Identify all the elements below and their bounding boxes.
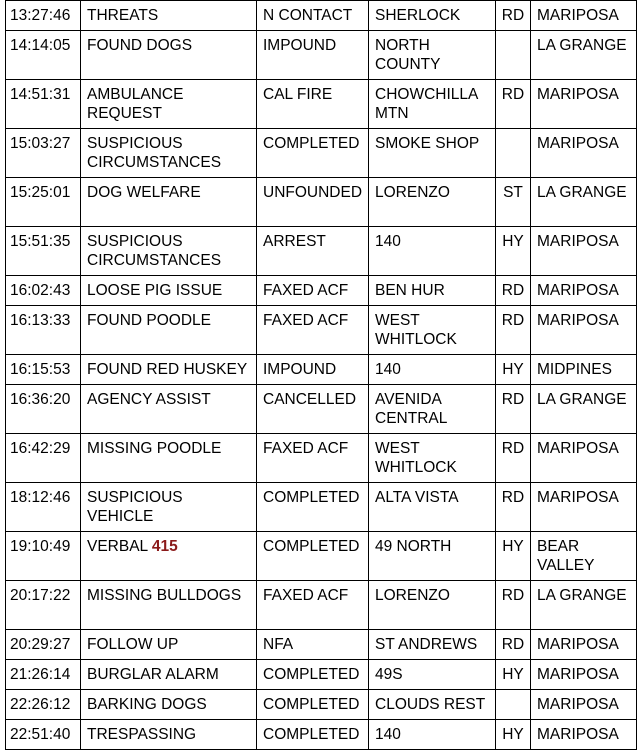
incident-type-cell — [81, 355, 257, 385]
table-row — [6, 306, 637, 355]
city-cell: MARIPOSA — [531, 227, 637, 276]
table-row — [6, 581, 637, 630]
street-cell: 140 — [369, 227, 496, 276]
street-suffix-cell: HY — [496, 355, 531, 385]
table-row — [6, 720, 637, 750]
disposition-cell: CANCELLED — [257, 385, 369, 434]
street-suffix-cell: RD — [496, 581, 531, 630]
street-suffix-cell — [496, 31, 531, 80]
time-cell: 14:14:05 — [6, 31, 81, 80]
city-cell: BEAR VALLEY — [531, 532, 637, 581]
street-cell: LORENZO — [369, 178, 496, 227]
incident-type-cell — [81, 129, 257, 178]
street-suffix-cell: ST — [496, 178, 531, 227]
time-cell: 21:26:14 — [6, 660, 81, 690]
incident-type: FOUND DOGS — [87, 37, 193, 54]
street-cell: 49S — [369, 660, 496, 690]
disposition-cell: CAL FIRE — [257, 80, 369, 129]
street-cell: SHERLOCK — [369, 1, 496, 31]
penal-code: 415 — [151, 538, 178, 555]
time-cell: 16:42:29 — [6, 434, 81, 483]
disposition-cell: ARREST — [257, 227, 369, 276]
incident-type-cell — [81, 660, 257, 690]
disposition-cell: COMPLETED — [257, 690, 369, 720]
city-cell: MARIPOSA — [531, 630, 637, 660]
incident-type: FOUND RED HUSKEY — [87, 361, 248, 378]
incident-type-cell — [81, 385, 257, 434]
time-cell: 15:03:27 — [6, 129, 81, 178]
street-suffix-cell: RD — [496, 434, 531, 483]
city-cell: LA GRANGE — [531, 385, 637, 434]
disposition-cell: FAXED ACF — [257, 276, 369, 306]
table-row — [6, 129, 637, 178]
street-suffix-cell: RD — [496, 276, 531, 306]
time-cell: 20:29:27 — [6, 630, 81, 660]
city-cell: LA GRANGE — [531, 31, 637, 80]
incident-type: VERBAL — [87, 538, 148, 555]
disposition-cell: NFA — [257, 630, 369, 660]
table-row — [6, 227, 637, 276]
table-row — [6, 483, 637, 532]
incident-type-cell — [81, 1, 257, 31]
time-cell: 22:51:40 — [6, 720, 81, 750]
street-suffix-cell — [496, 690, 531, 720]
disposition-cell: FAXED ACF — [257, 434, 369, 483]
table-row — [6, 355, 637, 385]
disposition-cell: IMPOUND — [257, 31, 369, 80]
street-suffix-cell: RD — [496, 483, 531, 532]
street-cell: BEN HUR — [369, 276, 496, 306]
city-cell: LA GRANGE — [531, 178, 637, 227]
city-cell: MARIPOSA — [531, 306, 637, 355]
table-row — [6, 80, 637, 129]
table-row — [6, 385, 637, 434]
street-suffix-cell: RD — [496, 80, 531, 129]
incident-type: MISSING BULLDOGS — [87, 587, 242, 604]
disposition-cell: COMPLETED — [257, 483, 369, 532]
incident-type: BURGLAR ALARM — [87, 666, 219, 683]
incident-type: FOUND POODLE — [87, 312, 212, 329]
street-cell: 49 NORTH — [369, 532, 496, 581]
incident-type-cell — [81, 581, 257, 630]
city-cell: MARIPOSA — [531, 129, 637, 178]
time-cell: 22:26:12 — [6, 690, 81, 720]
street-suffix-cell: RD — [496, 306, 531, 355]
incident-type: TRESPASSING — [87, 726, 197, 743]
incident-type-cell — [81, 690, 257, 720]
disposition-cell: COMPLETED — [257, 532, 369, 581]
incident-type-cell — [81, 483, 257, 532]
street-cell: AVENIDA CENTRAL — [369, 385, 496, 434]
disposition-cell: FAXED ACF — [257, 306, 369, 355]
street-cell: CHOWCHILLA MTN — [369, 80, 496, 129]
disposition-cell: COMPLETED — [257, 720, 369, 750]
street-cell: WEST WHITLOCK — [369, 434, 496, 483]
table-row — [6, 690, 637, 720]
city-cell: MARIPOSA — [531, 1, 637, 31]
incident-type: DOG WELFARE — [87, 184, 201, 201]
table-row — [6, 178, 637, 227]
incident-type-cell — [81, 31, 257, 80]
disposition-cell: N CONTACT — [257, 1, 369, 31]
call-log-table — [5, 0, 637, 750]
city-cell: MARIPOSA — [531, 690, 637, 720]
street-cell: 140 — [369, 720, 496, 750]
city-cell: MARIPOSA — [531, 720, 637, 750]
time-cell: 14:51:31 — [6, 80, 81, 129]
street-suffix-cell — [496, 129, 531, 178]
incident-type-cell — [81, 306, 257, 355]
time-cell: 18:12:46 — [6, 483, 81, 532]
time-cell: 19:10:49 — [6, 532, 81, 581]
street-cell: SMOKE SHOP — [369, 129, 496, 178]
incident-type: THREATS — [87, 7, 159, 24]
time-cell: 16:02:43 — [6, 276, 81, 306]
street-suffix-cell: HY — [496, 227, 531, 276]
incident-type: MISSING POODLE — [87, 440, 222, 457]
time-cell: 13:27:46 — [6, 1, 81, 31]
time-cell: 16:15:53 — [6, 355, 81, 385]
disposition-cell: COMPLETED — [257, 660, 369, 690]
street-cell: ST ANDREWS — [369, 630, 496, 660]
city-cell: MARIPOSA — [531, 483, 637, 532]
time-cell: 15:25:01 — [6, 178, 81, 227]
table-row — [6, 31, 637, 80]
incident-type-cell — [81, 630, 257, 660]
disposition-cell: IMPOUND — [257, 355, 369, 385]
city-cell: MIDPINES — [531, 355, 637, 385]
table-row — [6, 532, 637, 581]
street-cell: NORTH COUNTY — [369, 31, 496, 80]
city-cell: MARIPOSA — [531, 434, 637, 483]
time-cell: 16:36:20 — [6, 385, 81, 434]
disposition-cell: FAXED ACF — [257, 581, 369, 630]
disposition-cell: COMPLETED — [257, 129, 369, 178]
incident-type-cell — [81, 720, 257, 750]
incident-type-cell — [81, 532, 257, 581]
incident-type: FOLLOW UP — [87, 636, 179, 653]
street-cell: ALTA VISTA — [369, 483, 496, 532]
street-cell: WEST WHITLOCK — [369, 306, 496, 355]
street-suffix-cell: RD — [496, 385, 531, 434]
city-cell: LA GRANGE — [531, 581, 637, 630]
incident-type-cell — [81, 80, 257, 129]
table-row — [6, 434, 637, 483]
incident-type: AGENCY ASSIST — [87, 391, 211, 408]
incident-type: SUSPICIOUS CIRCUMSTANCES — [87, 135, 222, 171]
time-cell: 20:17:22 — [6, 581, 81, 630]
time-cell: 15:51:35 — [6, 227, 81, 276]
table-row — [6, 1, 637, 31]
street-suffix-cell: HY — [496, 532, 531, 581]
table-row — [6, 660, 637, 690]
time-cell: 16:13:33 — [6, 306, 81, 355]
incident-type-cell — [81, 434, 257, 483]
incident-type-cell — [81, 178, 257, 227]
table-row — [6, 630, 637, 660]
table-row — [6, 276, 637, 306]
city-cell: MARIPOSA — [531, 80, 637, 129]
street-suffix-cell: RD — [496, 630, 531, 660]
incident-type: BARKING DOGS — [87, 696, 207, 713]
incident-type-cell — [81, 227, 257, 276]
street-cell: 140 — [369, 355, 496, 385]
incident-type: AMBULANCE REQUEST — [87, 86, 184, 122]
street-cell: LORENZO — [369, 581, 496, 630]
incident-type-cell — [81, 276, 257, 306]
incident-type: LOOSE PIG ISSUE — [87, 282, 223, 299]
incident-type: SUSPICIOUS CIRCUMSTANCES — [87, 233, 222, 269]
incident-type: SUSPICIOUS VEHICLE — [87, 489, 183, 525]
city-cell: MARIPOSA — [531, 660, 637, 690]
street-suffix-cell: RD — [496, 1, 531, 31]
street-suffix-cell: HY — [496, 660, 531, 690]
disposition-cell: UNFOUNDED — [257, 178, 369, 227]
street-suffix-cell: HY — [496, 720, 531, 750]
city-cell: MARIPOSA — [531, 276, 637, 306]
street-cell: CLOUDS REST — [369, 690, 496, 720]
